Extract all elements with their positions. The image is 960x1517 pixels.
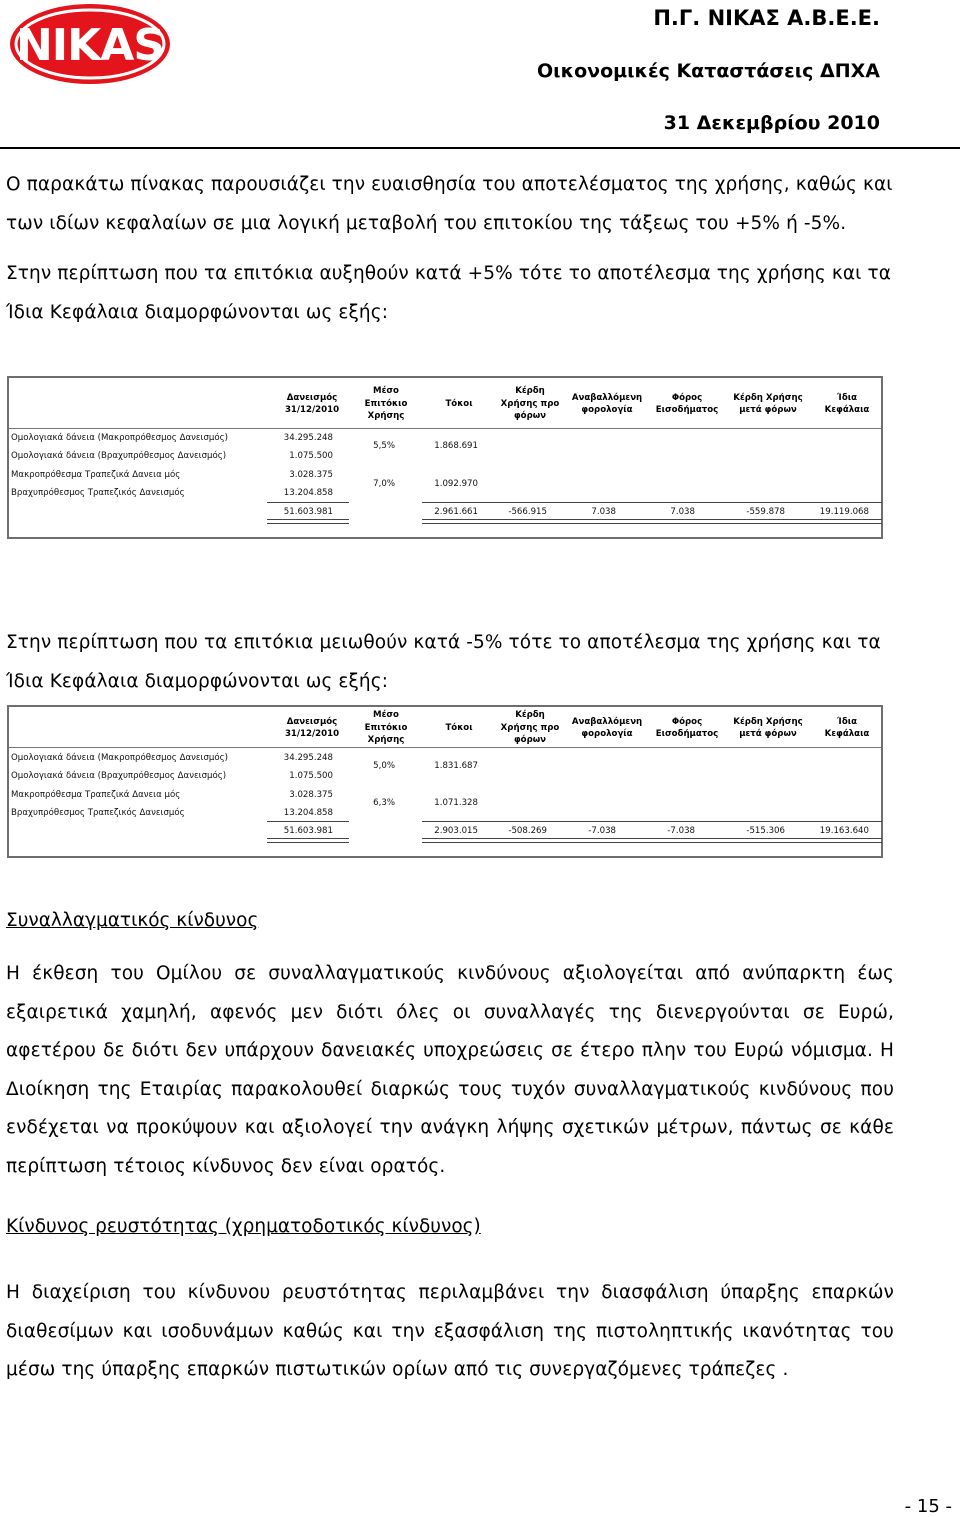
deferred-tax-value: -7.038 — [588, 826, 616, 836]
column-header-line: Εισοδήματος — [655, 729, 719, 739]
column-header-equity — [825, 716, 870, 741]
total-rule — [422, 838, 882, 843]
total-rule — [267, 838, 349, 843]
nikas-logo — [8, 2, 172, 86]
column-header-line: Κέρδη Χρήσης — [733, 716, 803, 727]
sensitivity-table-up — [7, 376, 883, 539]
column-header-deferred — [572, 392, 642, 417]
case-down-paragraph: Στην περίπτωση που τα επιτόκια μειωθούν κατά -5% τότε το αποτέλεσμα της χρήσης και τα Ίδια Κεφάλαια διαμορφώνονται ως εξής: — [6, 632, 881, 692]
column-header-line: Χρήσης προ — [500, 722, 560, 733]
subtotal-rule — [422, 502, 882, 503]
column-header-equity — [825, 392, 870, 417]
column-header-interest — [445, 722, 472, 735]
column-header-interest — [445, 398, 472, 411]
loan-amount: 3.028.375 — [289, 790, 333, 800]
column-header-line: Τόκοι — [445, 722, 473, 733]
column-header-line: Χρήσης — [367, 735, 405, 746]
subtotal-rule — [267, 502, 349, 503]
column-header-pretax — [501, 709, 560, 747]
header-divider — [0, 147, 960, 149]
interest-value: 1.071.328 — [434, 798, 478, 808]
row-label: Ομολογιακά δάνεια (Βραχυπρόθεσμος Δανεισμός) — [11, 451, 227, 461]
column-header-loan — [285, 392, 339, 417]
total-loan-value: 51.603.981 — [283, 507, 333, 517]
column-header-rate — [365, 709, 408, 747]
loan-amount: 34.295.248 — [283, 433, 333, 443]
loan-amount: 1.075.500 — [289, 451, 333, 461]
equity-value: 19.163.640 — [819, 826, 869, 836]
column-header-line: Μέσο — [373, 710, 399, 721]
column-header-line: Μέσο — [373, 386, 399, 397]
column-header-line: Τόκοι — [445, 398, 473, 409]
column-header-deferred — [572, 716, 642, 741]
total-rule — [422, 519, 882, 524]
svg-text:NIKAS: NIKAS — [15, 20, 165, 71]
column-header-line: Κεφάλαια — [824, 405, 870, 415]
row-label: Βραχυπρόθεσμος Τραπεζικός Δανεισμός — [11, 488, 185, 498]
liquidity-risk-heading: Κίνδυνος ρευστότητας (χρηματοδοτικός κίνδυνος) — [6, 1216, 481, 1237]
column-header-line: Επιτόκιο — [364, 398, 408, 409]
report-date: 31 Δεκεμβρίου 2010 — [663, 112, 880, 134]
column-header-tax — [656, 392, 719, 417]
column-header-line: Ίδια — [836, 716, 857, 727]
total-interest-value: 2.961.661 — [434, 507, 478, 517]
column-header-line: Ίδια — [836, 392, 857, 403]
interest-value: 1.092.970 — [434, 479, 478, 489]
column-header-line: Αναβαλλόμενη — [571, 392, 643, 403]
loan-amount: 3.028.375 — [289, 470, 333, 480]
interest-value: 1.831.687 — [434, 761, 478, 771]
column-header-line: Φόρος — [671, 392, 703, 403]
total-interest-value: 2.903.015 — [434, 826, 478, 836]
column-header-tax — [656, 716, 719, 741]
column-header-line: Δανεισμός — [286, 392, 338, 403]
loan-amount: 13.204.858 — [283, 808, 333, 818]
column-header-line: φόρων — [513, 411, 547, 422]
column-header-line: φόρων — [513, 735, 547, 746]
column-header-line: φορολογία — [581, 405, 633, 415]
subtotal-rule — [267, 821, 349, 822]
total-rule — [267, 519, 349, 524]
row-label: Ομολογιακά δάνεια (Μακροπρόθεσμος Δανεισμός) — [11, 753, 229, 763]
column-header-line: Εισοδήματος — [655, 405, 719, 415]
loan-amount: 34.295.248 — [283, 753, 333, 763]
column-header-line: Κεφάλαια — [824, 729, 870, 739]
row-label: Ομολογιακά δάνεια (Μακροπρόθεσμος Δανεισμός) — [11, 433, 229, 443]
column-header-line: Χρήσης — [367, 411, 405, 422]
interest-value: 1.868.691 — [434, 441, 478, 451]
column-header-line: Επιτόκιο — [364, 722, 408, 733]
column-header-line: Φόρος — [671, 716, 703, 727]
liquidity-risk-paragraph: Η διαχείριση του κίνδυνου ρευστότητας περιλαμβάνει την διασφάλιση ύπαρξης επαρκών διαθεσίμων και ισοδυνάμων καθώς και την εξασφάλιση της πιστοληπτικής ικανότητας του μέσω της ύπαρξης επαρκών πιστωτικών ορίων από τις συνεργαζόμενες τράπεζες . — [6, 1282, 894, 1380]
fx-risk-heading: Συναλλαγματικός κίνδυνος — [6, 910, 259, 931]
pretax-profit-value: -566.915 — [508, 507, 547, 517]
rate-value: 6,3% — [373, 798, 395, 808]
column-header-line: Δανεισμός — [286, 716, 338, 727]
column-header-aftertax — [733, 392, 802, 417]
case-up-paragraph: Στην περίπτωση που τα επιτόκια αυξηθούν κατά +5% τότε το αποτέλεσμα της χρήσης και τα Ίδια Κεφάλαια διαμορφώνονται ως εξής: — [6, 263, 892, 323]
rate-value: 5,5% — [373, 441, 395, 451]
column-header-line: μετά φόρων — [739, 405, 797, 415]
column-header-line: Χρήσης προ — [500, 398, 560, 409]
loan-amount: 1.075.500 — [289, 771, 333, 781]
column-header-line: 31/12/2010 — [284, 405, 340, 415]
row-label: Βραχυπρόθεσμος Τραπεζικός Δανεισμός — [11, 808, 185, 818]
income-tax-value: -7.038 — [667, 826, 695, 836]
aftertax-profit-value: -515.306 — [746, 826, 785, 836]
column-header-line: 31/12/2010 — [284, 729, 340, 739]
column-header-aftertax — [733, 716, 802, 741]
sensitivity-table-down — [7, 705, 883, 858]
column-header-line: Αναβαλλόμενη — [571, 716, 643, 727]
total-loan-value: 51.603.981 — [283, 826, 333, 836]
row-label: Μακροπρόθεσμα Τραπεζικά Δανεια μός — [11, 790, 181, 800]
column-header-rate — [365, 385, 408, 423]
column-header-line: φορολογία — [581, 729, 633, 739]
column-header-pretax — [501, 385, 560, 423]
column-header-line: Κέρδη — [515, 386, 545, 397]
report-title: Οικονομικές Καταστάσεις ΔΠΧΑ — [537, 60, 880, 82]
equity-value: 19.119.068 — [819, 507, 869, 517]
company-name: Π.Γ. ΝΙΚΑΣ Α.Β.Ε.Ε. — [653, 6, 880, 30]
aftertax-profit-value: -559.878 — [746, 507, 785, 517]
row-label: Ομολογιακά δάνεια (Βραχυπρόθεσμος Δανεισμός) — [11, 771, 227, 781]
pretax-profit-value: -508.269 — [508, 826, 547, 836]
row-label: Μακροπρόθεσμα Τραπεζικά Δανεια μός — [11, 470, 181, 480]
fx-risk-paragraph: Η έκθεση του Ομίλου σε συναλλαγματικούς κινδύνους αξιολογείται από ανύπαρκτη έως εξαιρετικά χαμηλή, αφενός μεν διότι όλες οι συναλλαγές της διενεργούνται σε Ευρώ, αφετέρου δε διότι δεν υπάρχουν δανειακές υποχρεώσεις σε έτερο πλην του Ευρώ νόμισμα. Η Διοίκηση της Εταιρίας παρακολουθεί διαρκώς τους τυχόν συναλλαγματικούς κινδύνους που ενδέχεται να προκύψουν και αξιολογεί την ανάγκη λήψης σχετικών μέτρων, πάντως σε κάθε περίπτωση τέτοιος κίνδυνος δεν είναι ορατός. — [6, 963, 894, 1177]
loan-amount: 13.204.858 — [283, 488, 333, 498]
subtotal-rule — [422, 821, 882, 822]
rate-value: 7,0% — [373, 479, 395, 489]
column-header-line: Κέρδη — [515, 710, 545, 721]
intro-paragraph: Ο παρακάτω πίνακας παρουσιάζει την ευαισθησία του αποτελέσματος της χρήσης, καθώς και των ιδίων κεφαλαίων σε μια λογική μεταβολή του επιτοκίου της τάξεως του +5% ή -5%. — [6, 174, 893, 234]
column-header-line: μετά φόρων — [739, 729, 797, 739]
deferred-tax-value: 7.038 — [591, 507, 616, 517]
rate-value: 5,0% — [373, 761, 395, 771]
page-number: - 15 - — [904, 1496, 952, 1517]
column-header-loan — [285, 716, 339, 741]
column-header-line: Κέρδη Χρήσης — [733, 392, 803, 403]
income-tax-value: 7.038 — [670, 507, 695, 517]
